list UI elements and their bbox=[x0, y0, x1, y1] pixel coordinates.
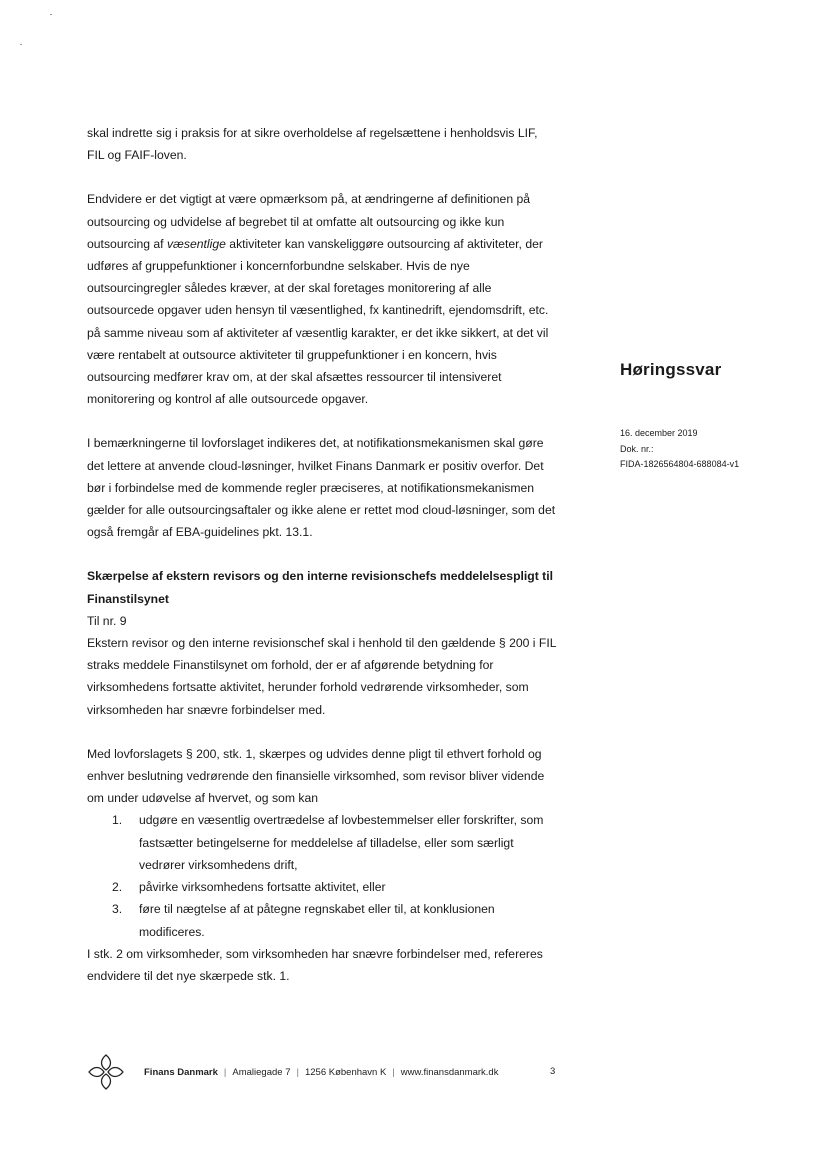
document-date: 16. december 2019 bbox=[620, 428, 698, 438]
paragraph-2: Endvidere er det vigtigt at være opmærksom på, at ændringerne af definitionen på outsourcing og udvidelse af begrebet til at omfatte alt outsourcing og ikke kun outsourcing af væsentlige aktiviteter kan vanskeliggøre outsourcing af aktiviteter, der udføres af gruppefunktioner i koncernforbundne selskaber. Hvis de nye outsourcingregler således kræver, at der skal foretages monitorering af alle outsourcede opgaver uden hensyn til væsentlighed, fx kantinedrift, ejendomsdrift, etc. på samme niveau som af aktiviteter af væsentlig karakter, er det ikke sikkert, at det vil være rentabelt at outsource aktiviteter til gruppefunktioner i en koncern, hvis outsourcing medfører krav om, at der skal afsættes ressourcer til intensiveret monitorering og kontrol af alle outsourcede opgaver. bbox=[87, 192, 549, 407]
footer-separator: | bbox=[223, 1066, 227, 1078]
section-heading: Skærpelse af ekstern revisors og den interne revisionschefs meddelelsespligt til Finanstilsynet bbox=[87, 569, 554, 606]
footer-brand: Finans Danmark bbox=[144, 1066, 218, 1078]
footer-address: Amaliegade 7 bbox=[232, 1066, 291, 1078]
list-item: 1. udgøre en væsentlig overtrædelse af lovbestemmelser eller forskrifter, som fastsætter betingelserne for meddelelse af tilladelse, eller som særligt vedrører virksomhedens drift, bbox=[112, 813, 544, 872]
paragraph-6: I stk. 2 om virksomheder, som virksomheden har snævre forbindelser med, refereres endvidere til det nye skærpede stk. 1. bbox=[87, 946, 543, 983]
document-type-title: Høringssvar bbox=[620, 360, 722, 379]
paragraph-3: I bemærkningerne til lovforslaget indikeres det, at notifikationsmekanismen skal gøre det lettere at anvende cloud-løsninger, hvilket Finans Danmark er positiv overfor. Det bør i forbindelse med de kommende regler præciseres, at notifikationsmekanismen gælder for alle outsourcingsaftaler og ikke alene er rettet mod cloud-løsninger, som det også fremgår af EBA-guidelines pkt. 13.1. bbox=[87, 436, 556, 540]
footer-website-link[interactable]: www.finansdanmark.dk bbox=[400, 1066, 499, 1078]
document-number: FIDA-1826564804-688084-v1 bbox=[620, 459, 740, 469]
body-text bbox=[87, 122, 557, 987]
emphasis-text: væsentlige bbox=[166, 236, 226, 251]
list-item: 2. påvirke virksomhedens fortsatte aktivitet, eller bbox=[112, 880, 386, 895]
finans-danmark-logo-icon bbox=[86, 1052, 126, 1092]
section-reference: Til nr. 9 bbox=[87, 613, 127, 628]
footer-separator: | bbox=[296, 1066, 299, 1078]
numbered-list bbox=[87, 809, 557, 942]
sidebar bbox=[620, 360, 810, 473]
page-footer bbox=[86, 1050, 566, 1094]
paragraph-1: skal indrette sig i praksis for at sikre overholdelse af regelsættene i henholdsvis LIF, FIL og FAIF-loven. bbox=[87, 126, 538, 163]
paragraph-4: Ekstern revisor og den interne revisionschef skal i henhold til den gældende § 200 i FIL straks meddele Finanstilsynet om forhold, der er af afgørende betydning for virksomhedens fortsatte aktivitet, herunder forhold vedrørende virksomheder, som virksomheden har snævre forbindelser med. bbox=[87, 636, 557, 717]
document-meta bbox=[620, 426, 810, 473]
page-number: 3 bbox=[550, 1066, 556, 1077]
list-item: 3. føre til nægtelse af at påtegne regnskabet eller til, at konklusionen modificeres. bbox=[112, 902, 495, 939]
document-number-label: Dok. nr.: bbox=[620, 443, 654, 454]
paragraph-5: Med lovforslagets § 200, stk. 1, skærpes og udvides denne pligt til ethvert forhold og enhver beslutning vedrørende den finansielle virksomhed, som revisor bliver vidende om under udøvelse af hvervet, og som kan bbox=[87, 746, 545, 806]
footer-city: 1256 København K bbox=[304, 1066, 387, 1078]
footer-separator: | bbox=[392, 1066, 395, 1078]
